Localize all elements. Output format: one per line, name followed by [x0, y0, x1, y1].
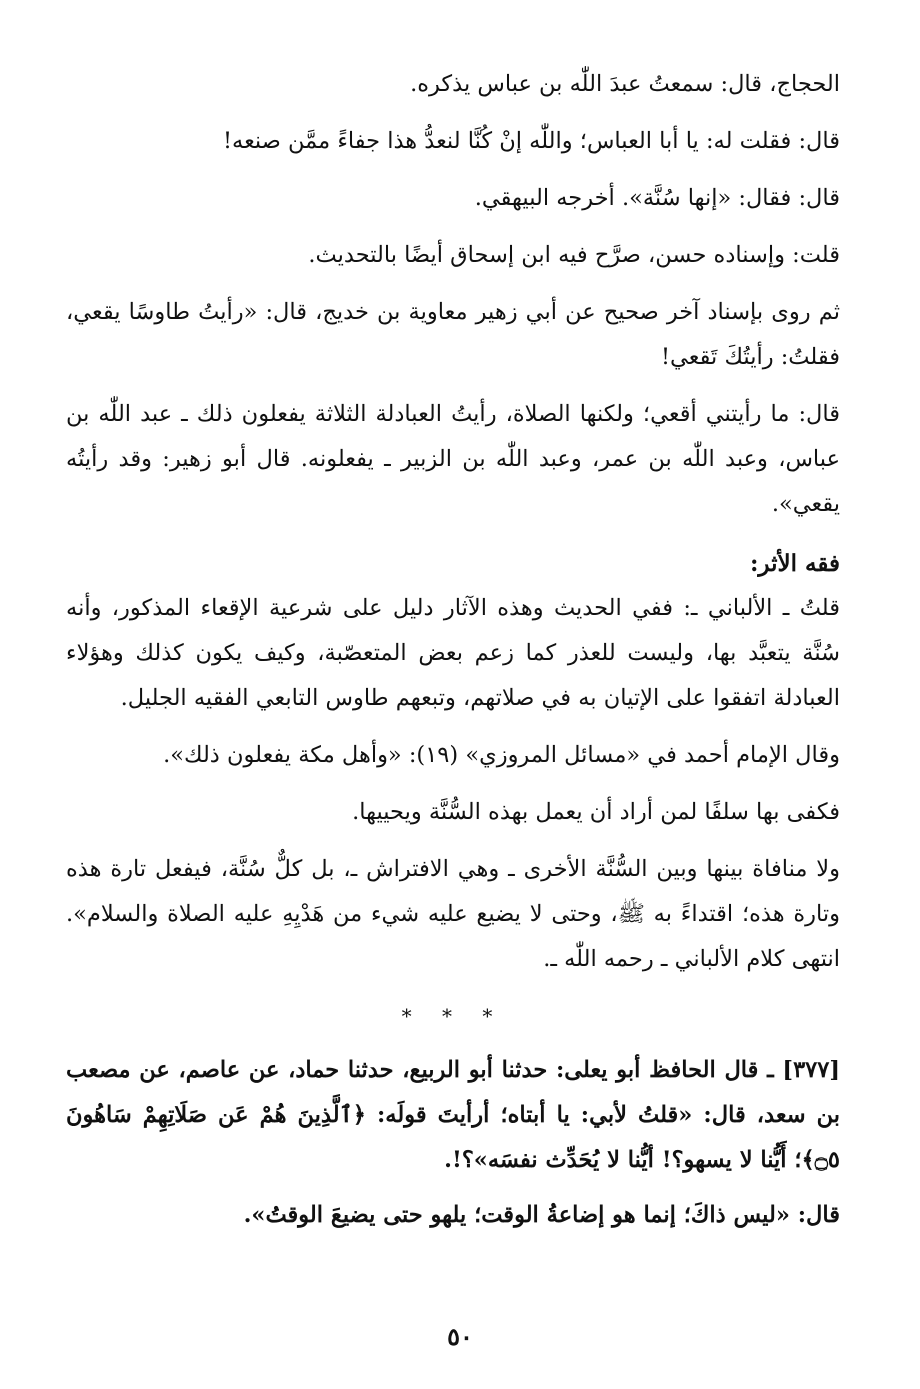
paragraph-2: قال: فقلت له: يا أبا العباس؛ واللّٰه إنْ كُنَّا لنعدُّ هذا جفاءً ممَّن صنعه! — [222, 128, 840, 154]
fiqh-paragraph-3: فكفى بها سلفًا لمن أراد أن يعمل بهذه السُّنَّة ويحييها. — [352, 799, 840, 825]
fiqh-paragraph-4: ولا منافاة بينها وبين السُّنَّة الأخرى ـ وهي الافتراش ـ، بل كلٌّ سُنَّة، فيفعل تارة هذه وتارة هذه؛ اقتداءً به ﷺ، وحتى لا يضيع عليه شيء من هَدْيِهِ عليه الصلاة والسلام». انتهى كلام الألباني ـ رحمه اللّٰه ـ. — [66, 856, 840, 972]
section-separator: * * * — [401, 1004, 505, 1028]
section-heading: فقه الأثر: — [749, 550, 840, 577]
paragraph-3: قال: فقال: «إنها سُنَّة». أخرجه البيهقي. — [474, 185, 840, 211]
hadith-answer: قال: «ليس ذاكَ؛ إنما هو إضاعةُ الوقت؛ يلهو حتى يضيعَ الوقتُ». — [243, 1202, 840, 1228]
hadith-text: [٣٧٧] ـ قال الحافظ أبو يعلى: حدثنا أبو الربيع، حدثنا حماد، عن عاصم، عن مصعب بن سعد، قال: «قلتُ لأبي: يا أبتاه؛ أرأيتَ قولَه: ﴿ٱلَّذِينَ هُمْ عَن صَلَاتِهِمْ سَاهُونَ ۝٥﴾؛ أَيُّنا لا يسهو؟! أيُّنا لا يُحَدِّث نفسَه»؟!. — [66, 1057, 840, 1173]
paragraph-4: قلت: وإسناده حسن، صرَّح فيه ابن إسحاق أيضًا بالتحديث. — [308, 242, 840, 268]
fiqh-paragraph-2: وقال الإمام أحمد في «مسائل المروزي» (١٩): «وأهل مكة يفعلون ذلك». — [163, 742, 840, 768]
fiqh-paragraph-1: قلتُ ـ الألباني ـ: ففي الحديث وهذه الآثار دليل على شرعية الإقعاء المذكور، وأنه سُنَّة يتعبَّد بها، وليست للعذر كما زعم بعض المتعصّبة، وكيف يكون كذلك وهؤلاء العبادلة اتفقوا على الإتيان به في صلاتهم، وتبعهم طاوس التابعي الفقيه الجليل. — [66, 595, 840, 711]
paragraph-1: الحجاج، قال: سمعتُ عبدَ اللّٰه بن عباس يذكره. — [410, 71, 840, 97]
page-number: ٥٠ — [447, 1322, 473, 1351]
paragraph-6: قال: ما رأيتني أقعي؛ ولكنها الصلاة، رأيتُ العبادلة الثلاثة يفعلون ذلك ـ عبد اللّٰه بن عباس، وعبد اللّٰه بن عمر، وعبد اللّٰه بن الزبير ـ يفعلونه. قال أبو زهير: وقد رأيتُه يقعي». — [66, 401, 840, 517]
paragraph-5: ثم روى بإسناد آخر صحيح عن أبي زهير معاوية بن خديج، قال: «رأيتُ طاوسًا يقعي، فقلتُ: رأيتُكَ تَقعي! — [66, 299, 840, 370]
